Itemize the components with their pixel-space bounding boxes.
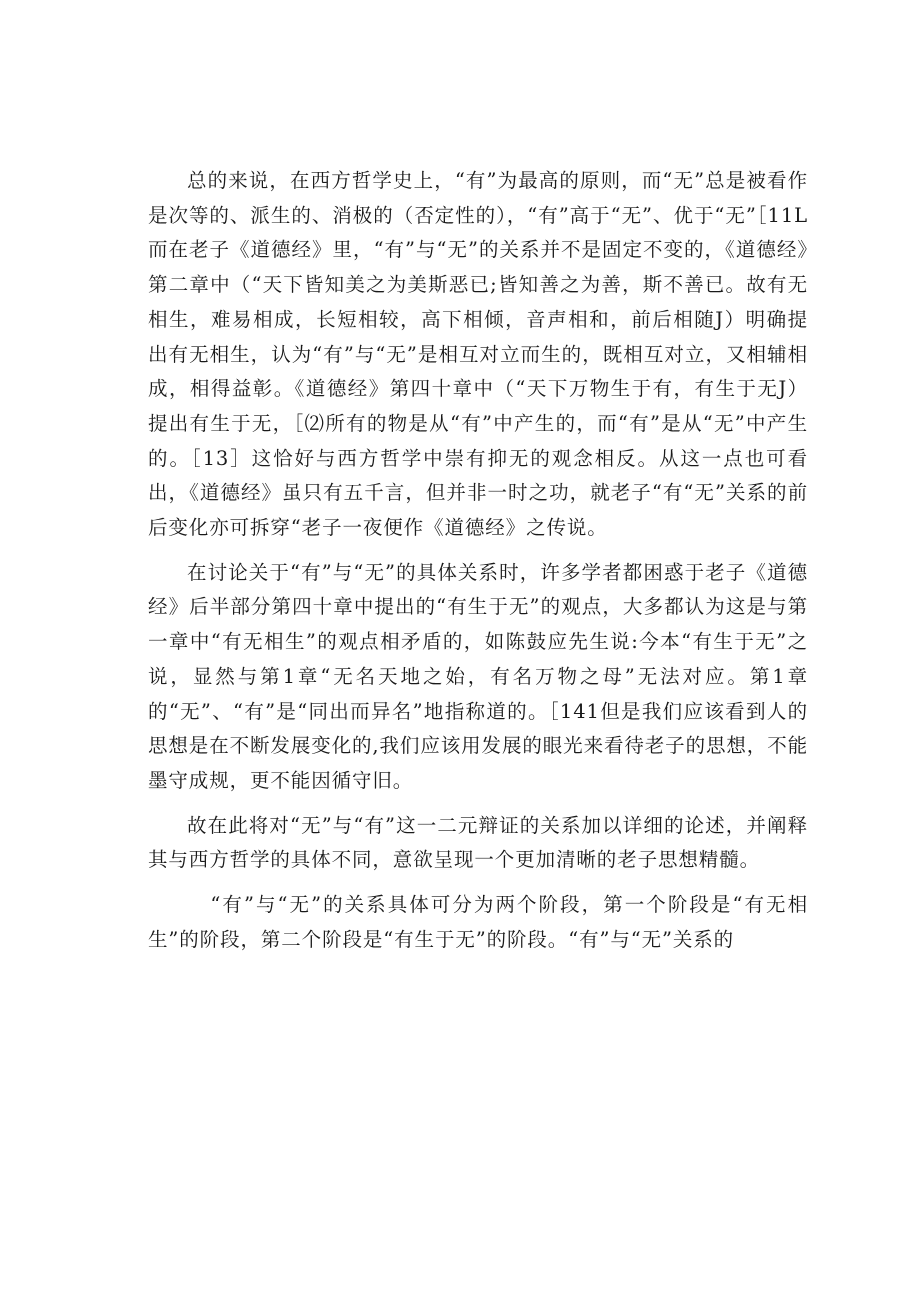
body-text: [148, 164, 808, 957]
paragraph-1: 总的来说，在西方哲学史上，“有”为最高的原则，而“无”总是被看作是次等的、派生的、消极的（否定性的），“有”高于“无”、优于“无”［11L而在老子《道德经》里，“有”与“无”的关系并不是固定不变的，《道德经》第二章中（“天下皆知美之为美斯恶已;皆知善之为善，斯不善已。故有无相生，难易相成，长短相较，高下相倾，音声相和，前后相随J）明确提出有无相生，认为“有”与“无”是相互对立而生的，既相互对立，又相辅相成，相得益彰。《道德经》第四十章中（“天下万物生于有，有生于无J）提出有生于无，［⑵所有的物是从“有”中产生的，而“有”是从“无”中产生的。［13］这恰好与西方哲学中崇有抑无的观念相反。从这一点也可看出，《道德经》虽只有五千言，但并非一时之功，就老子“有“无”关系的前后变化亦可拆穿“老子一夜便作《道德经》之传说。: [148, 169, 808, 540]
paragraph-3: 故在此将对“无”与“有”这一二元辩证的关系加以详细的论述，并阐释其与西方哲学的具体不同，意欲呈现一个更加清晰的老子思想精髓。: [148, 813, 808, 872]
paragraph-4: “有”与“无”的关系具体可分为两个阶段，第一个阶段是“有无相生”的阶段，第二个阶段是“有生于无”的阶段。“有”与“无”关系的: [148, 893, 808, 951]
paragraph-2: 在讨论关于“有”与“无”的具体关系时，许多学者都困惑于老子《道德经》后半部分第四十章中提出的“有生于无”的观点，大多都认为这是与第一章中“有无相生”的观点相矛盾的，如陈鼓应先生说:今本“有生于无”之说，显然与第1章“无名天地之始，有名万物之母”无法对应。第1章的“无”、“有”是“同出而异名”地指称道的。［141但是我们应该看到人的思想是在不断发展变化的,我们应该用发展的眼光来看待老子的思想，不能墨守成规，更不能因循守旧。: [148, 560, 808, 792]
